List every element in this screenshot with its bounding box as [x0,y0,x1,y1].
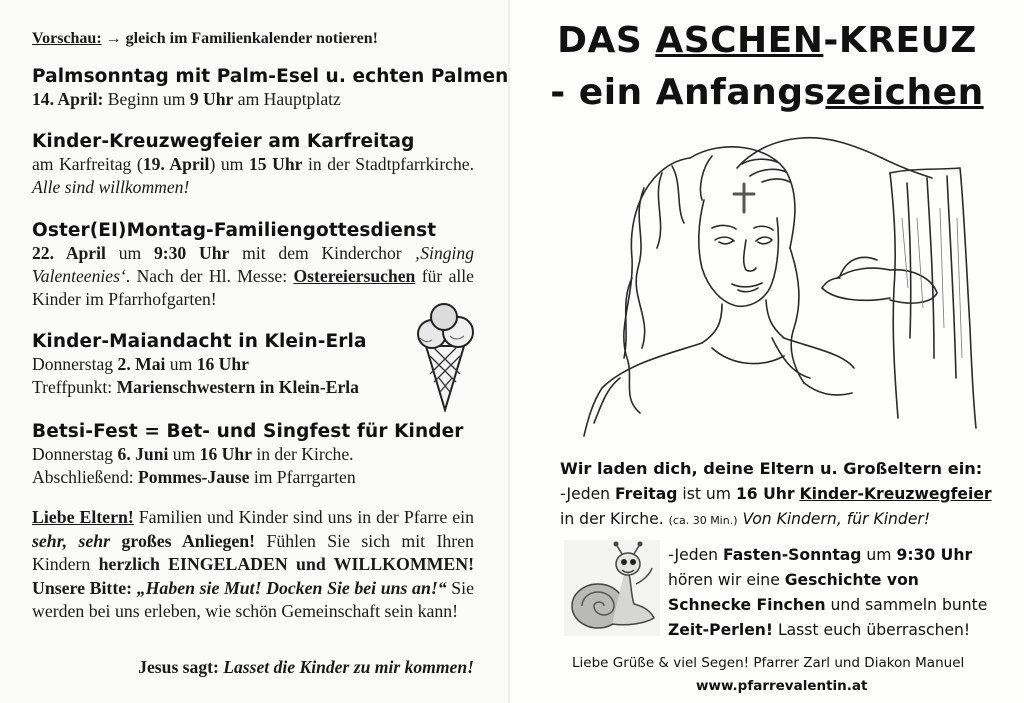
preview-line [32,30,474,48]
title-underlined: zeichen [825,72,984,113]
event-text: für alle Kinder im Pfarrhofgarten! [32,266,474,309]
event-italic: Alle sind willkommen! [32,177,190,197]
event-time: 9:30 Uhr [153,243,230,263]
parents-text: Sie werden bei uns erleben, wie schön Gemeinschaft sein kann! [32,577,474,621]
event-title: Oster(EI)Montag-Familiengottesdienst [32,220,437,241]
event-time: 16 Uhr [196,354,249,374]
sunday-line-1 [668,546,972,564]
event-date: 6. Juni [117,444,169,464]
parents-text: Familien und Kinder sind uns in der Pfarre ein [133,507,474,527]
title-line-1 [510,20,1024,61]
event-details [32,88,474,111]
title-text: DAS [557,20,656,61]
event-text: Donnerstag [32,354,118,374]
parents-bold: großes Anliegen! [110,530,256,551]
sunday-line-4 [668,621,970,639]
event-details [32,443,474,489]
event-time: 15 Uhr [248,154,303,174]
event-text: um [168,444,200,464]
right-page [510,0,1024,703]
title-underlined: ASCHEN [655,20,824,61]
event-italic: ‚Singing Valenteenies‘ [32,243,475,286]
event-date: 19. April [142,154,210,174]
event-palmsonntag [32,66,509,111]
event-text: im Pfarrgarten [249,467,356,487]
preview-label: Vorschau: [32,30,102,47]
greeting-line: Liebe Grüße & viel Segen! Pfarrer Zarl und Diakon Manuel [572,655,965,671]
friday-text: ist um [677,485,736,503]
event-highlight: Ostereiersuchen [293,266,416,286]
event-title: Kinder-Kreuzwegfeier am Karfreitag [32,131,415,152]
sunday-text: -Jeden [668,546,724,564]
friday-line-2 [560,510,930,528]
event-text: . Nach der Hl. Messe: [125,266,294,286]
quote-text: Lasset die Kinder zu mir kommen! [223,657,474,677]
event-text: Beginn um [103,89,190,109]
sunday-line-3 [668,596,987,614]
parents-emphasis: sehr, sehr [32,530,111,551]
event-details [32,153,474,199]
sunday-text: und sammeln bunte [825,596,988,614]
event-highlight: Pommes-Jause [138,467,250,487]
preview-text: → gleich im Familienkalender notieren! [105,30,378,47]
event-ostermontag [32,220,474,311]
event-betsi-fest [32,421,474,489]
event-time: 9 Uhr [189,89,234,109]
event-time: 16 Uhr [199,444,252,464]
parents-head: Liebe Eltern! [32,507,134,527]
event-text: um [165,354,197,374]
parents-text: Fühlen Sie sich mit Ihren Kindern [32,530,475,574]
sunday-bold: Schnecke Finchen [668,596,826,614]
friday-event: Kinder-Kreuzwegfeier [799,485,992,503]
event-text: Donnerstag [32,444,118,464]
website-link[interactable]: www.pfarrevalentin.at [696,678,868,694]
sunday-bold: Zeit-Perlen! [668,621,773,639]
friday-text: -Jeden [560,485,616,503]
event-details [32,353,474,399]
jesus-quote [32,656,474,679]
event-text: um [105,243,154,263]
event-kreuzwegfeier [32,131,474,199]
event-title: Betsi-Fest = Bet- und Singfest für Kinder [32,421,464,442]
event-text: mit dem Kinderchor [229,243,415,263]
sunday-text: hören wir eine [668,571,785,589]
event-place: Marienschwestern in Klein-Erla [116,377,359,397]
title-text: -KREUZ [823,20,977,61]
sunday-time: 9:30 Uhr [896,546,973,564]
event-maiandacht [32,331,474,399]
event-date: 2. Mai [117,354,166,374]
event-text: in der Kirche. [251,444,354,464]
event-date: 14. April: [32,89,104,109]
parents-quote: „Haben sie Mut! Docken Sie bei uns an!“ [136,577,447,598]
quote-lead: Jesus sagt: [138,657,224,677]
snail-icon [564,540,660,636]
event-text: am Hauptplatz [233,89,341,109]
title-line-2 [510,72,1024,113]
event-text: Abschließend: [32,467,139,487]
event-title: Palmsonntag mit Palm-Esel u. echten Palmen [32,66,509,87]
sunday-line-2 [668,571,919,589]
friday-line-1 [560,485,992,503]
friday-italic: Von Kindern, für Kinder! [737,510,931,528]
friday-duration: (ca. 30 Min.) [668,514,738,527]
friday-time: 16 Uhr [735,485,795,503]
event-title: Kinder-Maiandacht in Klein-Erla [32,331,367,352]
sunday-day: Fasten-Sonntag [723,546,862,564]
sunday-bold: Geschichte von [784,571,919,589]
parents-bold: herzlich EINGELADEN und WILLKOMMEN! Unsere Bitte: [32,554,475,598]
event-details [32,242,474,311]
event-date: 22. April [32,243,106,263]
friday-text: in der Kirche. [560,510,669,528]
title-text: - ein Anfangs [550,72,826,113]
sunday-text: um [861,546,897,564]
sunday-text: Lasst euch überraschen! [772,621,971,639]
event-text: in der Stadtpfarrkirche. [302,154,474,174]
parents-paragraph [32,506,474,624]
ash-cross-illustration [572,128,1002,438]
event-text: ) um [209,154,249,174]
event-text: Treffpunkt: [32,377,117,397]
left-page [0,0,510,703]
invitation-line: Wir laden dich, deine Eltern u. Großeltern ein: [560,459,983,478]
friday-day: Freitag [615,485,678,503]
event-text: am Karfreitag ( [32,154,143,174]
ice-cream-icon [412,300,478,412]
